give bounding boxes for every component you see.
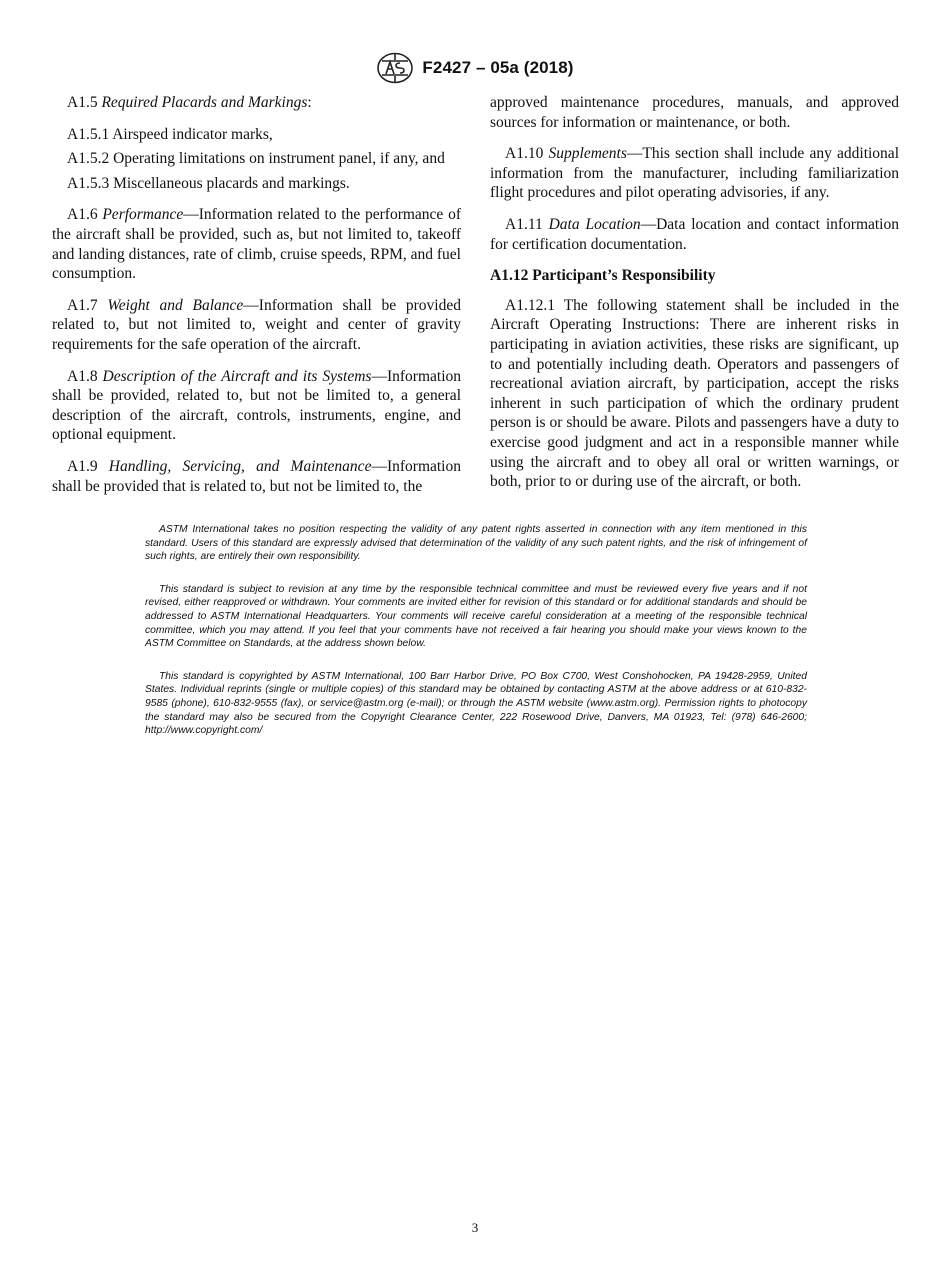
section-number: A1.9 [67,457,98,475]
patent-notice: ASTM International takes no position respecting the validity of any patent rights asserted in connection with any item mentioned in this standard. Users of this standard are expressly advised that determination of the validity of any such patent rights, and the risk of infringement of such rights, are entirely their own responsibility. [145,524,807,563]
section-number: A1.6 [67,206,98,224]
section-body: —Information shall be provided that is related to, but not be limited to, the [52,457,461,495]
section-body: —Data location and contact information for certification documentation. [490,215,899,253]
section-body: —Information shall be provided, related to, but not be limited to, a general description of the aircraft, controls, instruments, engine, and optional equipment. [52,367,462,444]
right-column [490,93,899,504]
section-number: A1.11 [505,215,543,233]
section-title: Description of the Aircraft and its Systems [102,367,372,385]
section-body: —This section shall include any additional information from the manufacturer, including familiarization flight procedures and pilot operating advisories, if any. [490,145,899,202]
astm-notices [145,523,807,757]
section-a1-5-3: A1.5.3 Miscellaneous placards and markings. [67,174,350,192]
section-a1-5-2: A1.5.2 Operating limitations on instrument panel, if any, and [67,150,445,168]
section-a1-9-continued: approved maintenance procedures, manuals, and approved sources for information or maintenance, or both. [490,94,899,131]
section-title: Supplements [548,145,627,163]
section-a1-10 [490,144,899,203]
section-title: Required Placards and Markings [101,94,308,111]
left-column [52,93,461,508]
section-a1-9 [52,457,461,496]
section-punct: : [307,94,312,111]
section-number: A1.10 [505,145,544,163]
section-title: Weight and Balance [107,296,244,314]
section-body: —Information related to the performance of the aircraft shall be provided, such as, but not limited to, takeoff and landing distances, rate of climb, cruise speeds, RPM, and fuel consumption. [52,206,461,283]
section-title: Data Location [548,215,641,233]
section-body: —Information shall be provided related to, but not limited to, weight and center of gravity requirements for the safe operation of the aircraft. [52,296,461,353]
section-a1-12-1: A1.12.1 The following statement shall be included in the Aircraft Operating Instructions: There are inherent risks in participating in aviation activities, these risks are significant, up to and potentially including death. Operators and passengers of recreational aviation aircraft, by participation, accept the risks inherent in such participation of which the ordinary prudent person is or should be aware. Pilots and passengers have a duty to exercise good judgment and act in a responsible manner while using the aircraft and to obey all oral or written warnings, or both, prior to or during use of the aircraft, or both. [490,296,899,491]
standard-designation: F2427 – 05a (2018) [422,58,574,77]
page-number: 3 [471,1220,479,1235]
section-a1-6 [52,205,461,283]
section-number: A1.8 [67,367,98,385]
section-a1-7 [52,296,461,355]
section-a1-11 [490,215,899,254]
section-number: A1.7 [67,296,98,314]
section-a1-12-heading: A1.12 Participant’s Responsibility [490,267,716,285]
section-number: A1.5 [67,94,98,111]
section-a1-5-1: A1.5.1 Airspeed indicator marks, [67,125,273,143]
section-a1-8 [52,367,461,445]
section-title: Handling, Servicing, and Maintenance [108,457,372,475]
two-column-body [52,93,899,503]
revision-notice: This standard is subject to revision at any time by the responsible technical committee and must be reviewed every five years and if not revised, either reapproved or withdrawn. Your comments are invited either for revision of this standard or for additional standards and should be addressed to ASTM International Headquarters. Your comments will receive careful consideration at a meeting of the responsible technical committee, which you may attend. If you feel that your comments have not received a fair hearing you should make your views known to the ASTM Committee on Standards, at the address shown below. [145,583,807,650]
section-title: Performance [102,206,184,224]
section-a1-5 [52,93,461,113]
copyright-notice: This standard is copyrighted by ASTM International, 100 Barr Harbor Drive, PO Box C700, West Conshohocken, PA 19428-2959, United States. Individual reprints (single or multiple copies) of this standard may be obtained by contacting ASTM at the above address or at 610-832-9585 (phone), 610-832-9555 (fax), or service@astm.org (e-mail); or through the ASTM website (www.astm.org). Permission rights to photocopy the standard may also be secured from the Copyright Clearance Center, 222 Rosewood Drive, Danvers, MA 01923, Tel: (978) 646-2600; http://www.copyright.com/ [145,670,807,737]
page-header [0,52,950,84]
astm-logo-icon [376,52,414,84]
